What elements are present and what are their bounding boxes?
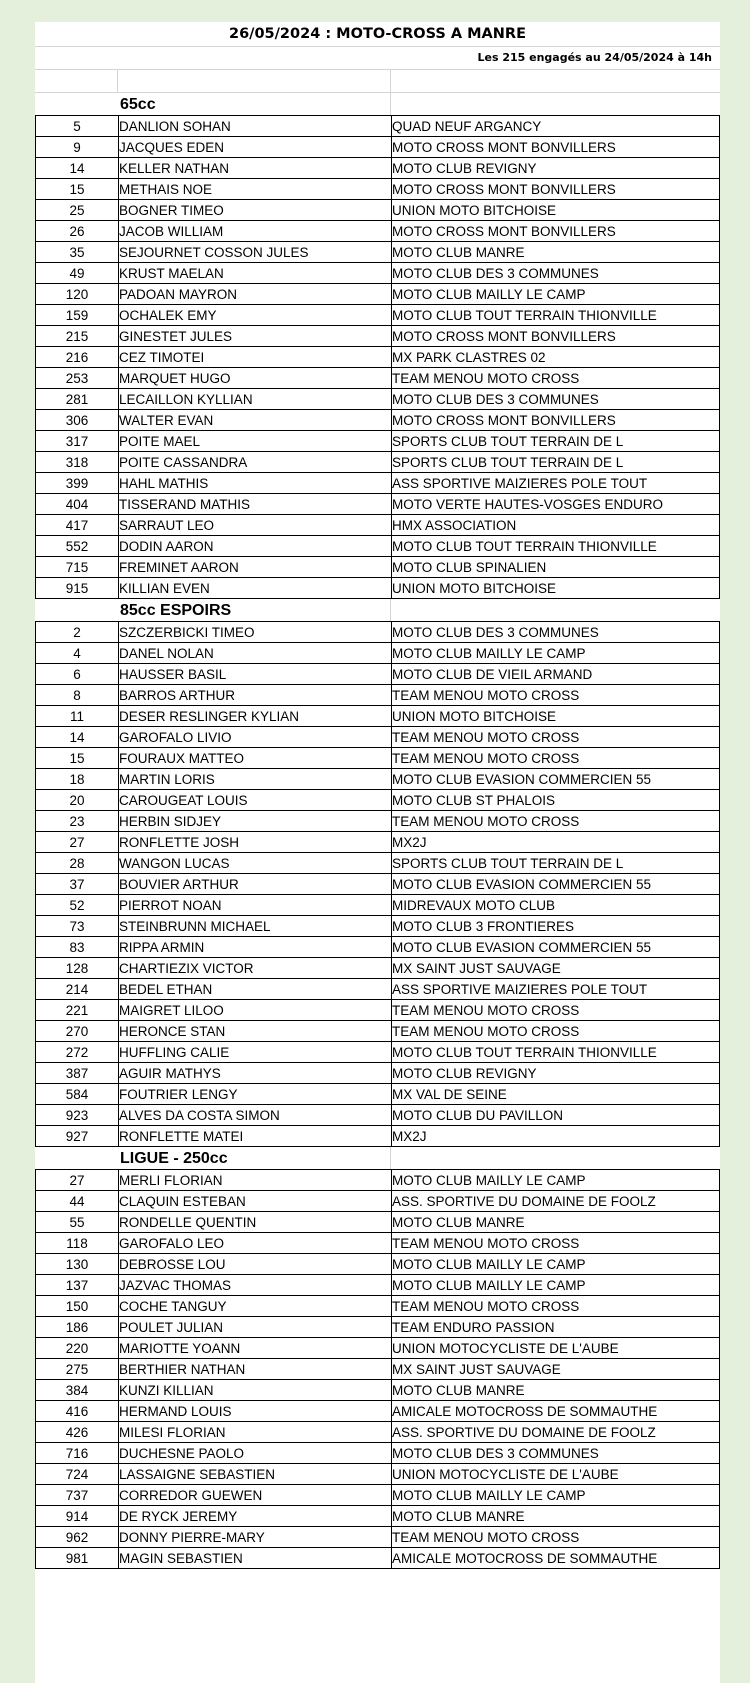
rider-name: RONFLETTE MATEI — [119, 1126, 392, 1147]
rider-name: BARROS ARTHUR — [119, 685, 392, 706]
race-number: 724 — [36, 1464, 119, 1485]
section-title: 85cc ESPOIRS — [120, 602, 232, 619]
club-name: UNION MOTOCYCLISTE DE L'AUBE — [392, 1464, 720, 1485]
club-name: MX SAINT JUST SAUVAGE — [392, 1359, 720, 1380]
table-row — [36, 832, 720, 853]
club-name: MOTO VERTE HAUTES-VOSGES ENDURO — [392, 494, 720, 515]
race-number: 37 — [36, 874, 119, 895]
rider-name: BOGNER TIMEO — [119, 200, 392, 221]
rider-name: GINESTET JULES — [119, 326, 392, 347]
club-name: MX SAINT JUST SAUVAGE — [392, 958, 720, 979]
club-name: TEAM MENOU MOTO CROSS — [392, 727, 720, 748]
club-name: MX PARK CLASTRES 02 — [392, 347, 720, 368]
club-name: TEAM MENOU MOTO CROSS — [392, 748, 720, 769]
rider-name: HAHL MATHIS — [119, 473, 392, 494]
table-row — [36, 158, 720, 179]
club-name: MOTO CLUB DES 3 COMMUNES — [392, 622, 720, 643]
table-row — [36, 1233, 720, 1254]
rider-name: JACQUES EDEN — [119, 137, 392, 158]
rider-name: MERLI FLORIAN — [119, 1170, 392, 1191]
rider-name: DE RYCK JEREMY — [119, 1506, 392, 1527]
table-row — [36, 937, 720, 958]
club-name: MOTO CLUB TOUT TERRAIN THIONVILLE — [392, 536, 720, 557]
table-row — [36, 1254, 720, 1275]
club-name: UNION MOTO BITCHOISE — [392, 706, 720, 727]
race-number: 73 — [36, 916, 119, 937]
club-name: MOTO CLUB REVIGNY — [392, 1063, 720, 1084]
race-number: 915 — [36, 578, 119, 599]
race-number: 159 — [36, 305, 119, 326]
table-row — [36, 1105, 720, 1126]
rider-name: DEBROSSE LOU — [119, 1254, 392, 1275]
table-row — [36, 116, 720, 137]
rider-name: MAIGRET LILOO — [119, 1000, 392, 1021]
table-row — [36, 769, 720, 790]
table-row — [36, 727, 720, 748]
race-number: 44 — [36, 1191, 119, 1212]
section-header — [35, 599, 720, 621]
race-number: 253 — [36, 368, 119, 389]
race-number: 2 — [36, 622, 119, 643]
race-number: 962 — [36, 1527, 119, 1548]
rider-name: MARTIN LORIS — [119, 769, 392, 790]
rider-name: KRUST MAELAN — [119, 263, 392, 284]
grid-line — [390, 599, 391, 621]
race-number: 11 — [36, 706, 119, 727]
race-number: 272 — [36, 1042, 119, 1063]
rider-name: HERMAND LOUIS — [119, 1401, 392, 1422]
table-row — [36, 685, 720, 706]
rider-name: JAZVAC THOMAS — [119, 1275, 392, 1296]
club-name: SPORTS CLUB TOUT TERRAIN DE L — [392, 452, 720, 473]
club-name: MOTO CLUB EVASION COMMERCIEN 55 — [392, 769, 720, 790]
rider-name: HERONCE STAN — [119, 1021, 392, 1042]
rider-name: POITE MAEL — [119, 431, 392, 452]
rider-name: KILLIAN EVEN — [119, 578, 392, 599]
club-name: HMX ASSOCIATION — [392, 515, 720, 536]
club-name: MOTO CLUB SPINALIEN — [392, 557, 720, 578]
club-name: ASS. SPORTIVE DU DOMAINE DE FOOLZ — [392, 1191, 720, 1212]
rider-name: RIPPA ARMIN — [119, 937, 392, 958]
table-row — [36, 1422, 720, 1443]
club-name: TEAM ENDURO PASSION — [392, 1317, 720, 1338]
race-number: 120 — [36, 284, 119, 305]
race-number: 404 — [36, 494, 119, 515]
club-name: UNION MOTO BITCHOISE — [392, 200, 720, 221]
rider-name: FOURAUX MATTEO — [119, 748, 392, 769]
club-name: ASS SPORTIVE MAIZIERES POLE TOUT — [392, 979, 720, 1000]
race-number: 4 — [36, 643, 119, 664]
table-row — [36, 1084, 720, 1105]
club-name: TEAM MENOU MOTO CROSS — [392, 1233, 720, 1254]
club-name: QUAD NEUF ARGANCY — [392, 116, 720, 137]
club-name: MOTO CLUB DES 3 COMMUNES — [392, 1443, 720, 1464]
club-name: ASS SPORTIVE MAIZIERES POLE TOUT — [392, 473, 720, 494]
table-row — [36, 1464, 720, 1485]
club-name: MOTO CLUB DE VIEIL ARMAND — [392, 664, 720, 685]
table-row — [36, 1443, 720, 1464]
table-row — [36, 874, 720, 895]
table-row — [36, 958, 720, 979]
table-row — [36, 431, 720, 452]
rider-name: MARQUET HUGO — [119, 368, 392, 389]
club-name: TEAM MENOU MOTO CROSS — [392, 811, 720, 832]
table-row — [36, 979, 720, 1000]
rider-name: MILESI FLORIAN — [119, 1422, 392, 1443]
race-number: 14 — [36, 727, 119, 748]
rider-name: BEDEL ETHAN — [119, 979, 392, 1000]
race-number: 384 — [36, 1380, 119, 1401]
rider-name: MAGIN SEBASTIEN — [119, 1548, 392, 1569]
race-number: 306 — [36, 410, 119, 431]
rider-name: JACOB WILLIAM — [119, 221, 392, 242]
race-number: 150 — [36, 1296, 119, 1317]
rider-name: CAROUGEAT LOUIS — [119, 790, 392, 811]
race-number: 35 — [36, 242, 119, 263]
rider-name: DONNY PIERRE-MARY — [119, 1527, 392, 1548]
rider-name: LECAILLON KYLLIAN — [119, 389, 392, 410]
club-name: MOTO CROSS MONT BONVILLERS — [392, 137, 720, 158]
section-title: LIGUE - 250cc — [120, 1150, 228, 1167]
rider-name: GAROFALO LIVIO — [119, 727, 392, 748]
table-row — [36, 200, 720, 221]
table-row — [36, 368, 720, 389]
table-row — [36, 578, 720, 599]
rider-name: DESER RESLINGER KYLIAN — [119, 706, 392, 727]
rider-name: STEINBRUNN MICHAEL — [119, 916, 392, 937]
entries-table — [35, 115, 720, 599]
table-row — [36, 664, 720, 685]
club-name: MOTO CLUB 3 FRONTIERES — [392, 916, 720, 937]
club-name: TEAM MENOU MOTO CROSS — [392, 685, 720, 706]
rider-name: KUNZI KILLIAN — [119, 1380, 392, 1401]
table-row — [36, 748, 720, 769]
race-number: 27 — [36, 832, 119, 853]
club-name: MOTO CLUB EVASION COMMERCIEN 55 — [392, 874, 720, 895]
club-name: SPORTS CLUB TOUT TERRAIN DE L — [392, 853, 720, 874]
club-name: MOTO CLUB MAILLY LE CAMP — [392, 284, 720, 305]
table-row — [36, 137, 720, 158]
race-number: 27 — [36, 1170, 119, 1191]
sections-container — [35, 93, 720, 1569]
rider-name: LASSAIGNE SEBASTIEN — [119, 1464, 392, 1485]
table-row — [36, 305, 720, 326]
table-row — [36, 1191, 720, 1212]
table-row — [36, 895, 720, 916]
rider-name: KELLER NATHAN — [119, 158, 392, 179]
club-name: ASS. SPORTIVE DU DOMAINE DE FOOLZ — [392, 1422, 720, 1443]
rider-name: BOUVIER ARTHUR — [119, 874, 392, 895]
race-number: 28 — [36, 853, 119, 874]
rider-name: SEJOURNET COSSON JULES — [119, 242, 392, 263]
table-row — [36, 622, 720, 643]
race-number: 927 — [36, 1126, 119, 1147]
table-row — [36, 1338, 720, 1359]
rider-name: SARRAUT LEO — [119, 515, 392, 536]
club-name: MOTO CLUB EVASION COMMERCIEN 55 — [392, 937, 720, 958]
race-number: 6 — [36, 664, 119, 685]
club-name: MOTO CLUB DES 3 COMMUNES — [392, 263, 720, 284]
table-row — [36, 1000, 720, 1021]
table-row — [36, 452, 720, 473]
club-name: MOTO CROSS MONT BONVILLERS — [392, 410, 720, 431]
table-row — [36, 515, 720, 536]
club-name: MOTO CLUB MAILLY LE CAMP — [392, 1170, 720, 1191]
grid-line — [390, 1147, 391, 1169]
rider-name: HUFFLING CALIE — [119, 1042, 392, 1063]
club-name: TEAM MENOU MOTO CROSS — [392, 1296, 720, 1317]
club-name: MOTO CROSS MONT BONVILLERS — [392, 221, 720, 242]
rider-name: MARIOTTE YOANN — [119, 1338, 392, 1359]
table-row — [36, 643, 720, 664]
rider-name: COCHE TANGUY — [119, 1296, 392, 1317]
table-row — [36, 1275, 720, 1296]
rider-name: BERTHIER NATHAN — [119, 1359, 392, 1380]
rider-name: CORREDOR GUEWEN — [119, 1485, 392, 1506]
race-number: 220 — [36, 1338, 119, 1359]
table-row — [36, 916, 720, 937]
table-row — [36, 326, 720, 347]
club-name: MX VAL DE SEINE — [392, 1084, 720, 1105]
race-number: 128 — [36, 958, 119, 979]
table-row — [36, 811, 720, 832]
race-number: 49 — [36, 263, 119, 284]
rider-name: OCHALEK EMY — [119, 305, 392, 326]
rider-name: METHAIS NOE — [119, 179, 392, 200]
grid-line — [390, 93, 391, 115]
rider-name: HAUSSER BASIL — [119, 664, 392, 685]
club-name: MOTO CLUB MAILLY LE CAMP — [392, 1275, 720, 1296]
rider-name: ALVES DA COSTA SIMON — [119, 1105, 392, 1126]
club-name: MOTO CLUB MAILLY LE CAMP — [392, 1485, 720, 1506]
table-row — [36, 853, 720, 874]
rider-name: DODIN AARON — [119, 536, 392, 557]
race-number: 25 — [36, 200, 119, 221]
race-number: 216 — [36, 347, 119, 368]
rider-name: DUCHESNE PAOLO — [119, 1443, 392, 1464]
race-number: 221 — [36, 1000, 119, 1021]
section-header — [35, 93, 720, 115]
race-number: 426 — [36, 1422, 119, 1443]
race-number: 186 — [36, 1317, 119, 1338]
rider-name: AGUIR MATHYS — [119, 1063, 392, 1084]
club-name: TEAM MENOU MOTO CROSS — [392, 1527, 720, 1548]
club-name: MOTO CLUB ST PHALOIS — [392, 790, 720, 811]
page-title: 26/05/2024 : MOTO-CROSS A MANRE — [35, 22, 720, 47]
rider-name: DANEL NOLAN — [119, 643, 392, 664]
race-number: 387 — [36, 1063, 119, 1084]
race-number: 214 — [36, 979, 119, 1000]
table-row — [36, 242, 720, 263]
race-number: 83 — [36, 937, 119, 958]
rider-name: DANLION SOHAN — [119, 116, 392, 137]
rider-name: WANGON LUCAS — [119, 853, 392, 874]
race-number: 14 — [36, 158, 119, 179]
race-number: 55 — [36, 1212, 119, 1233]
rider-name: POITE CASSANDRA — [119, 452, 392, 473]
rider-name: POULET JULIAN — [119, 1317, 392, 1338]
club-name: MOTO CROSS MONT BONVILLERS — [392, 179, 720, 200]
table-row — [36, 221, 720, 242]
rider-name: FREMINET AARON — [119, 557, 392, 578]
table-row — [36, 1548, 720, 1569]
club-name: MOTO CLUB MANRE — [392, 1380, 720, 1401]
race-number: 26 — [36, 221, 119, 242]
table-row — [36, 347, 720, 368]
rider-name: RONDELLE QUENTIN — [119, 1212, 392, 1233]
table-row — [36, 1170, 720, 1191]
race-number: 15 — [36, 748, 119, 769]
race-number: 270 — [36, 1021, 119, 1042]
club-name: MOTO CLUB MAILLY LE CAMP — [392, 1254, 720, 1275]
club-name: MOTO CLUB MANRE — [392, 1506, 720, 1527]
race-number: 981 — [36, 1548, 119, 1569]
rider-name: RONFLETTE JOSH — [119, 832, 392, 853]
table-row — [36, 1359, 720, 1380]
table-row — [36, 557, 720, 578]
table-row — [36, 1296, 720, 1317]
table-row — [36, 706, 720, 727]
race-number: 275 — [36, 1359, 119, 1380]
club-name: MX2J — [392, 832, 720, 853]
table-row — [36, 473, 720, 494]
table-row — [36, 1527, 720, 1548]
race-number: 552 — [36, 536, 119, 557]
entry-sheet — [35, 22, 720, 1683]
table-row — [36, 1126, 720, 1147]
rider-name: SZCZERBICKI TIMEO — [119, 622, 392, 643]
race-number: 215 — [36, 326, 119, 347]
table-row — [36, 1042, 720, 1063]
club-name: MOTO CLUB DU PAVILLON — [392, 1105, 720, 1126]
table-row — [36, 1317, 720, 1338]
club-name: UNION MOTOCYCLISTE DE L'AUBE — [392, 1338, 720, 1359]
table-row — [36, 1401, 720, 1422]
entries-table — [35, 1169, 720, 1569]
table-row — [36, 1063, 720, 1084]
race-number: 130 — [36, 1254, 119, 1275]
entries-subtitle: Les 215 engagés au 24/05/2024 à 14h — [35, 47, 720, 70]
race-number: 317 — [36, 431, 119, 452]
rider-name: HERBIN SIDJEY — [119, 811, 392, 832]
club-name: MX2J — [392, 1126, 720, 1147]
table-row — [36, 1380, 720, 1401]
table-row — [36, 494, 720, 515]
race-number: 137 — [36, 1275, 119, 1296]
table-row — [36, 1485, 720, 1506]
race-number: 416 — [36, 1401, 119, 1422]
race-number: 18 — [36, 769, 119, 790]
table-row — [36, 263, 720, 284]
club-name: AMICALE MOTOCROSS DE SOMMAUTHE — [392, 1548, 720, 1569]
club-name: UNION MOTO BITCHOISE — [392, 578, 720, 599]
club-name: MOTO CLUB MAILLY LE CAMP — [392, 643, 720, 664]
race-number: 737 — [36, 1485, 119, 1506]
rider-name: WALTER EVAN — [119, 410, 392, 431]
grid-line — [117, 70, 118, 92]
race-number: 715 — [36, 557, 119, 578]
table-row — [36, 536, 720, 557]
rider-name: PADOAN MAYRON — [119, 284, 392, 305]
race-number: 15 — [36, 179, 119, 200]
race-number: 5 — [36, 116, 119, 137]
race-number: 399 — [36, 473, 119, 494]
race-number: 318 — [36, 452, 119, 473]
race-number: 584 — [36, 1084, 119, 1105]
race-number: 417 — [36, 515, 119, 536]
race-number: 8 — [36, 685, 119, 706]
race-number: 914 — [36, 1506, 119, 1527]
grid-line — [390, 70, 391, 92]
table-row — [36, 1506, 720, 1527]
race-number: 20 — [36, 790, 119, 811]
section-title: 65cc — [120, 96, 156, 113]
club-name: TEAM MENOU MOTO CROSS — [392, 1000, 720, 1021]
club-name: MOTO CLUB DES 3 COMMUNES — [392, 389, 720, 410]
race-number: 118 — [36, 1233, 119, 1254]
section-header — [35, 1147, 720, 1169]
club-name: MIDREVAUX MOTO CLUB — [392, 895, 720, 916]
club-name: AMICALE MOTOCROSS DE SOMMAUTHE — [392, 1401, 720, 1422]
table-row — [36, 1212, 720, 1233]
blank-row — [35, 70, 720, 93]
entries-table — [35, 621, 720, 1147]
table-row — [36, 284, 720, 305]
table-row — [36, 389, 720, 410]
race-number: 9 — [36, 137, 119, 158]
rider-name: PIERROT NOAN — [119, 895, 392, 916]
rider-name: TISSERAND MATHIS — [119, 494, 392, 515]
rider-name: FOUTRIER LENGY — [119, 1084, 392, 1105]
race-number: 52 — [36, 895, 119, 916]
table-row — [36, 1021, 720, 1042]
race-number: 923 — [36, 1105, 119, 1126]
race-number: 281 — [36, 389, 119, 410]
rider-name: GAROFALO LEO — [119, 1233, 392, 1254]
rider-name: CEZ TIMOTEI — [119, 347, 392, 368]
club-name: TEAM MENOU MOTO CROSS — [392, 368, 720, 389]
club-name: MOTO CLUB MANRE — [392, 1212, 720, 1233]
rider-name: CHARTIEZIX VICTOR — [119, 958, 392, 979]
club-name: MOTO CLUB TOUT TERRAIN THIONVILLE — [392, 1042, 720, 1063]
table-row — [36, 410, 720, 431]
club-name: MOTO CLUB MANRE — [392, 242, 720, 263]
club-name: MOTO CLUB REVIGNY — [392, 158, 720, 179]
club-name: SPORTS CLUB TOUT TERRAIN DE L — [392, 431, 720, 452]
rider-name: CLAQUIN ESTEBAN — [119, 1191, 392, 1212]
table-row — [36, 790, 720, 811]
club-name: MOTO CROSS MONT BONVILLERS — [392, 326, 720, 347]
club-name: MOTO CLUB TOUT TERRAIN THIONVILLE — [392, 305, 720, 326]
club-name: TEAM MENOU MOTO CROSS — [392, 1021, 720, 1042]
race-number: 716 — [36, 1443, 119, 1464]
table-row — [36, 179, 720, 200]
race-number: 23 — [36, 811, 119, 832]
